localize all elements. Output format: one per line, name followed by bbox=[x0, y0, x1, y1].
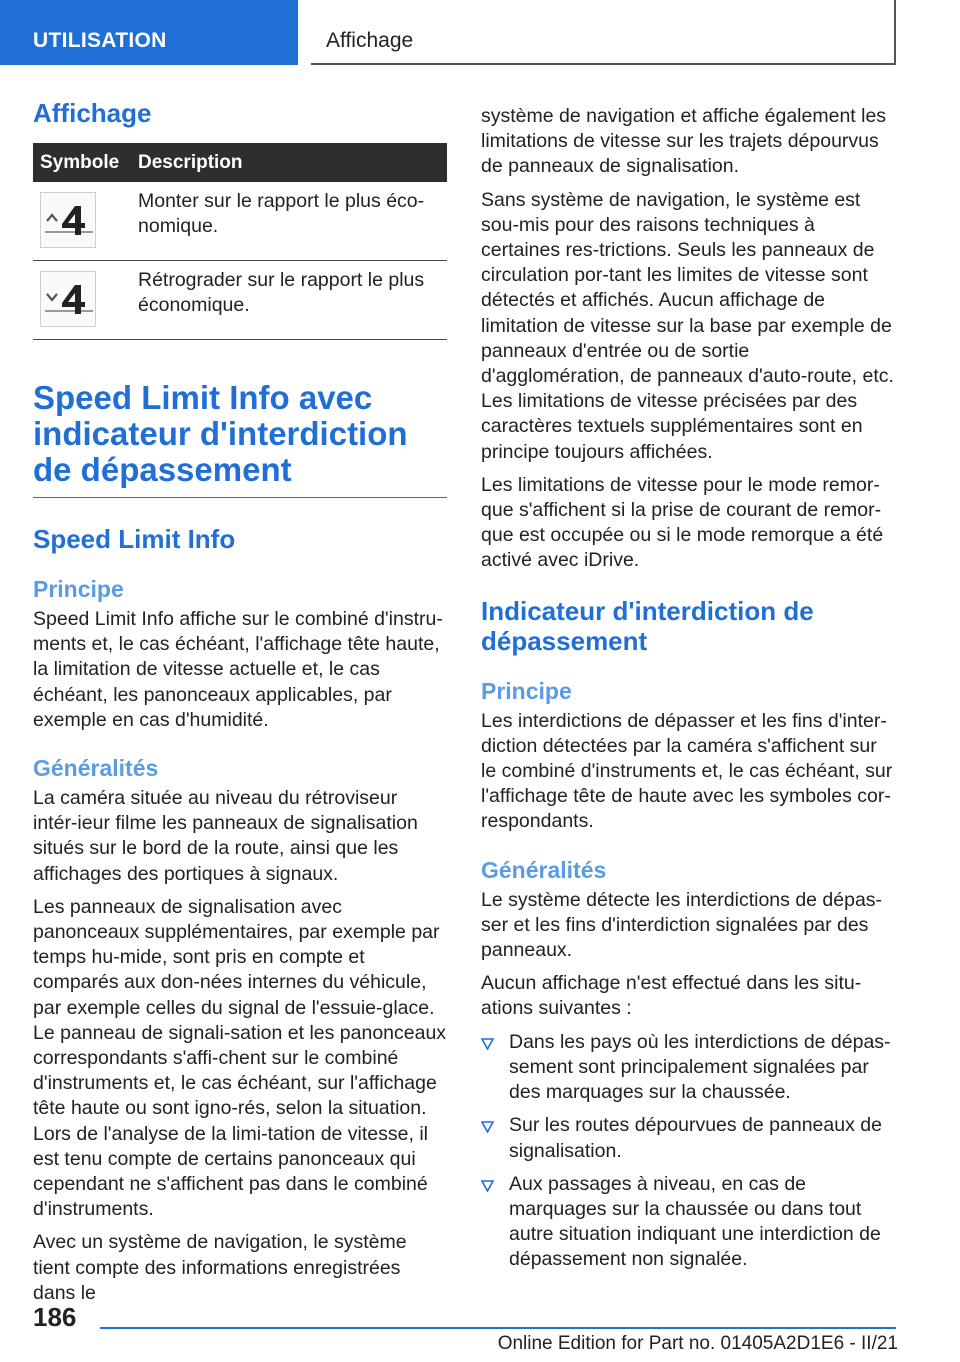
footer-divider bbox=[100, 1327, 896, 1329]
symbol-table bbox=[33, 143, 447, 340]
generalites-paragraph: Les panneaux de signalisation avec panonceaux supplémentaires, par exemple par temps hu-mide, sont pris en compte et comparés aux don-nées internes du véhicule, par exemple celles du signal de l'essuie-glace. Le panneau de signali-sation et les panonceaux correspondants s'affi-chent sur le combiné d'instruments et, le cas échéant, sur l'affichage tête haute ou sont igno-rés, selon la situation. Lors de l'analyse de la limi-tation de vitesse, il est tenu compte de certains panonceaux qui cependant ne s'affichent pas dans le combiné d'instruments. bbox=[33, 895, 447, 1221]
header-section-tab bbox=[0, 0, 298, 65]
header-chapter-box bbox=[311, 0, 896, 65]
symbol-column-header: Symbole bbox=[33, 143, 131, 182]
body-paragraph: Les limitations de vitesse pour le mode remor-que s'affichent si la prise de courant de remor-que est occupée ou si le mode remorque a été activé avec iDrive. bbox=[481, 473, 884, 572]
footer-edition: Online Edition for Part no. 01405A2D1E6 - II/21 bbox=[497, 1333, 898, 1354]
list-item bbox=[481, 1172, 897, 1273]
principe-heading: Principe bbox=[481, 677, 572, 704]
symbol-cell bbox=[33, 261, 131, 340]
symbol-table-header bbox=[33, 143, 447, 182]
body-paragraph: Sans système de navigation, le système est sou-mis pour des raisons techniques à certaines res-trictions. Seuls les panneaux de circulation por-tant les limites de vitesse sont détectés et affichés. Aucun affichage de limitation de vitesse sur la base par exemple de panneaux d'entrée ou de sortie d'agglomération, de panneaux d'auto-route, etc. Les limitations de vitesse précisées par des caractères textuels supplémentaires sont en principe toujours affichées. bbox=[481, 188, 894, 463]
header-section-label: UTILISATION bbox=[33, 29, 167, 52]
principe-heading: Principe bbox=[33, 576, 124, 602]
table-row bbox=[33, 261, 447, 340]
table-row bbox=[33, 182, 447, 261]
list-item-text: Dans les pays où les interdictions de dépas-sement sont principalement signalées par des marquages sur la chaussée. bbox=[509, 1030, 891, 1104]
speed-limit-info-heading: Speed Limit Info bbox=[33, 524, 236, 554]
generalites-paragraph: La caméra située au niveau du rétroviseur intér-ieur filme les panneaux de signalisation situés sur le bord de la route, ainsi que les affichages des portiques à signaux. bbox=[33, 787, 418, 885]
triangle-bullet-icon bbox=[481, 1121, 494, 1133]
gear-down-4-icon bbox=[40, 271, 96, 327]
description-column-header: Description bbox=[131, 143, 447, 182]
principe-paragraph: Speed Limit Info affiche sur le combiné d'instru-ments et, le cas échéant, l'affichage tête haute, la limitation de vitesse actuelle et, le cas échéant, les panonceaux applicables, par exemple en cas d'humidité. bbox=[33, 608, 443, 731]
description-cell: Rétrograder sur le rapport le plus économique. bbox=[131, 261, 447, 340]
header-chapter-label: Affichage bbox=[326, 29, 414, 52]
symbol-cell bbox=[33, 182, 131, 261]
list-item bbox=[481, 1113, 897, 1163]
list-item-text: Sur les routes dépourvues de panneaux de signalisation. bbox=[509, 1114, 882, 1162]
situations-list bbox=[481, 1030, 897, 1273]
triangle-bullet-icon bbox=[481, 1180, 494, 1192]
triangle-bullet-icon bbox=[481, 1038, 494, 1050]
gear-up-4-icon bbox=[40, 192, 96, 248]
main-section-title: Speed Limit Info avec indicateur d'interdiction de dépassement bbox=[33, 380, 447, 498]
list-item-text: Aux passages à niveau, en cas de marquages sur la chaussée ou dans tout autre situation indiquant une interdiction de dépassement non signalée. bbox=[509, 1172, 881, 1271]
list-item bbox=[481, 1030, 897, 1106]
page-number: 186 bbox=[33, 1302, 77, 1332]
generalites-paragraph: Aucun affichage n'est effectué dans les situ-ations suivantes : bbox=[481, 972, 862, 1020]
generalites-paragraph: Avec un système de navigation, le système tient compte des informations enregistrées dans le bbox=[33, 1231, 407, 1304]
generalites-heading: Généralités bbox=[33, 755, 159, 782]
principe-paragraph: Les interdictions de dépasser et les fins d'inter-diction détectées par la caméra s'affichent sur le combiné d'instruments et, le cas échéant, sur l'affichage tête de haute avec les symboles cor-respondants. bbox=[481, 709, 893, 833]
left-column bbox=[33, 98, 447, 1314]
body-paragraph: système de navigation et affiche également les limitations de vitesse sur les trajets dépourvus de panneaux de signalisation. bbox=[481, 105, 887, 178]
overtaking-indicator-heading: Indicateur d'interdiction de dépassement bbox=[481, 595, 814, 656]
right-column bbox=[481, 104, 897, 1281]
affichage-heading: Affichage bbox=[33, 98, 152, 128]
generalites-paragraph: Le système détecte les interdictions de dépas-ser et les fins d'interdiction signalées par des panneaux. bbox=[481, 888, 883, 962]
generalites-heading: Généralités bbox=[481, 856, 607, 883]
description-cell: Monter sur le rapport le plus éco-nomique. bbox=[131, 182, 447, 261]
